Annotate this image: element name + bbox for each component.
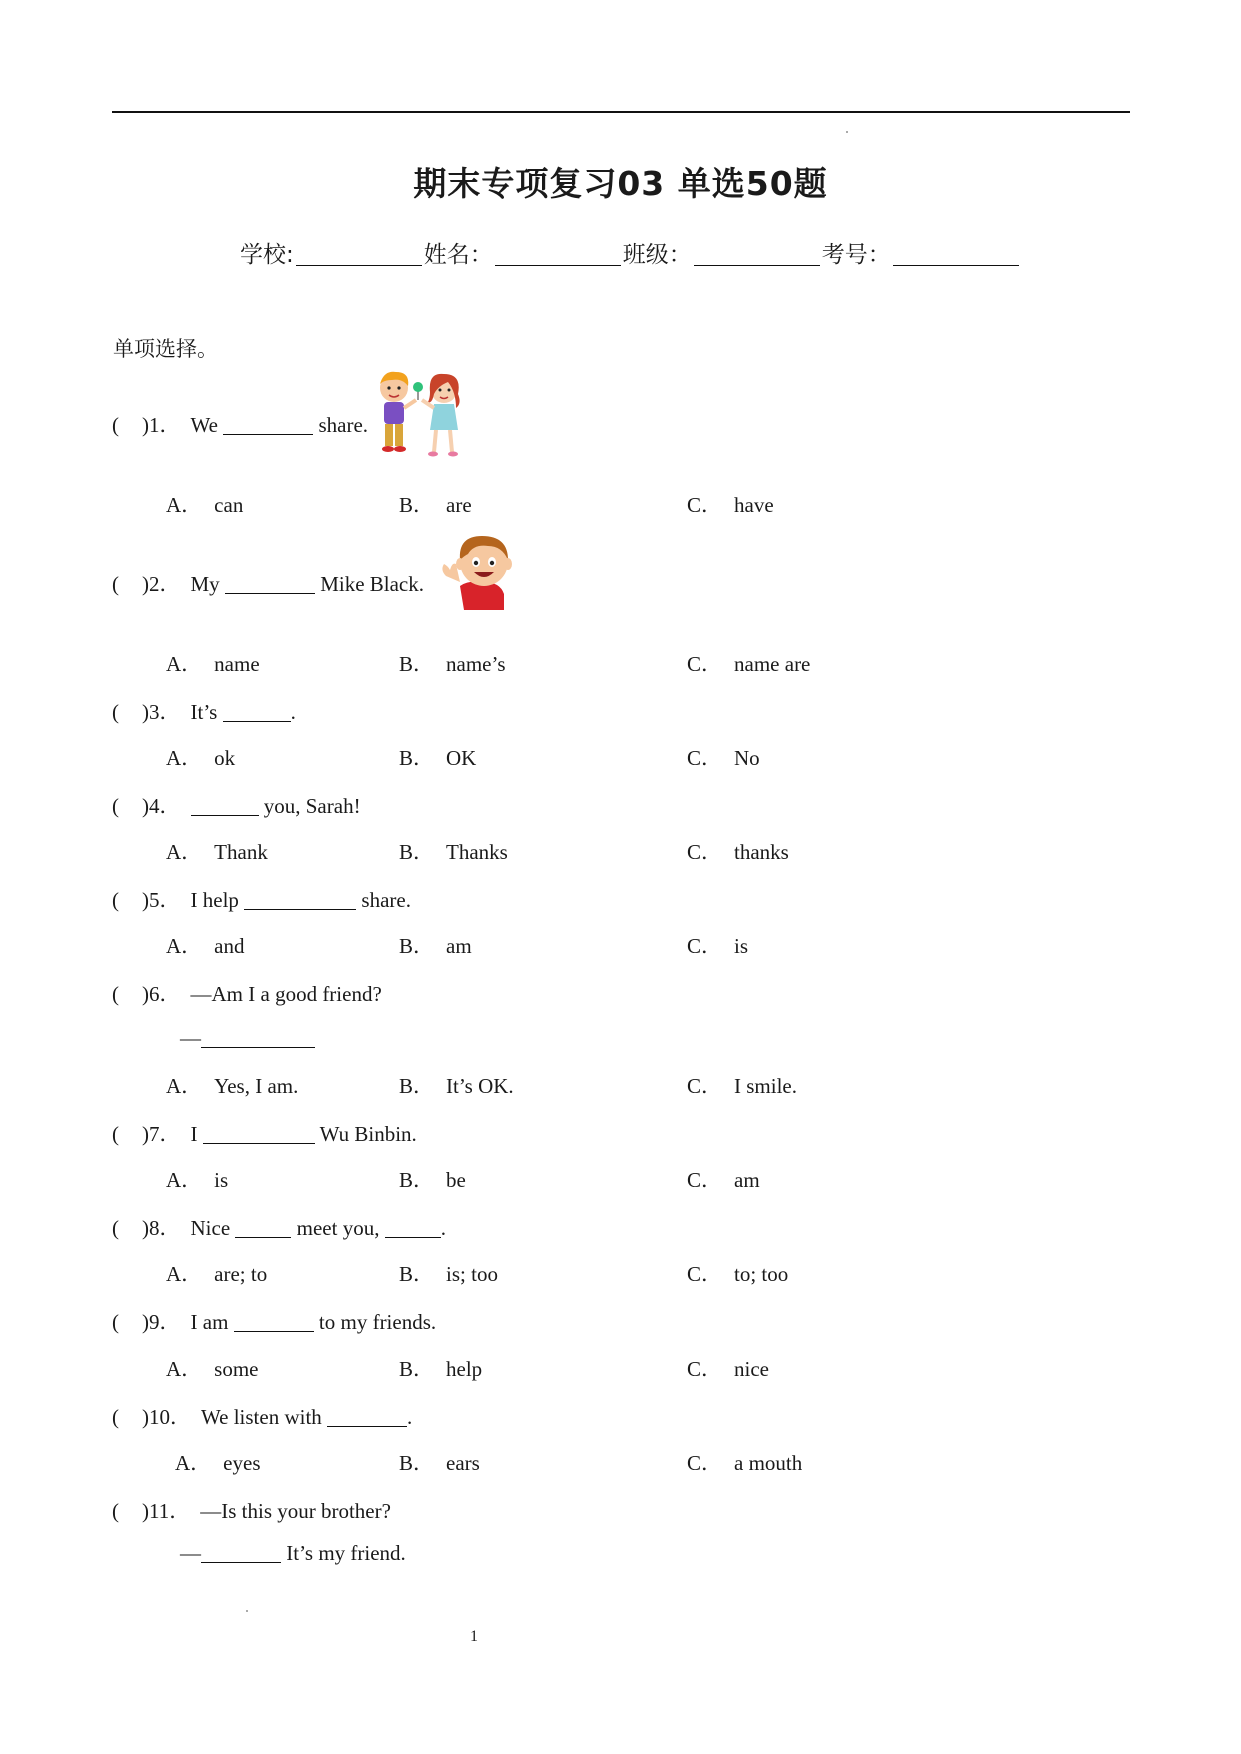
- answer-blank: [385, 1219, 441, 1238]
- option-a[interactable]: A． Thank: [166, 840, 268, 864]
- response-line: — It’s my friend.: [180, 1541, 406, 1565]
- question-1: ( )1． We share.: [112, 413, 369, 437]
- response-line: —: [180, 1026, 315, 1051]
- option-b[interactable]: B． OK: [399, 746, 477, 770]
- question-10: ( )10． We listen with .: [112, 1405, 413, 1429]
- question-2: ( )2． My Mike Black.: [112, 572, 424, 596]
- name-field[interactable]: [495, 245, 621, 266]
- question-11: ( )11． —Is this your brother?: [112, 1499, 391, 1523]
- answer-blank: [244, 891, 356, 910]
- question-4: ( )4． you, Sarah!: [112, 794, 361, 818]
- question-7: ( )7． I Wu Binbin.: [112, 1122, 417, 1146]
- option-a[interactable]: A． ok: [166, 746, 236, 770]
- dot-mark: [246, 1610, 248, 1612]
- option-c[interactable]: C． have: [687, 493, 774, 517]
- number-field[interactable]: [893, 245, 1019, 266]
- option-a[interactable]: A． some: [166, 1357, 259, 1381]
- option-c[interactable]: C． I smile.: [687, 1074, 798, 1098]
- answer-paren[interactable]: (: [112, 1405, 119, 1429]
- option-b[interactable]: B． ears: [399, 1451, 480, 1475]
- question-5: ( )5． I help share.: [112, 888, 411, 912]
- question-3: ( )3． It’s .: [112, 700, 296, 724]
- page-title: 期末专项复习03 单选50题: [413, 164, 828, 203]
- instruction: 单项选择。: [113, 337, 218, 361]
- kids-sharing-illustration: [372, 370, 474, 462]
- top-rule: [112, 111, 1130, 113]
- option-a[interactable]: A． name: [166, 652, 260, 676]
- option-c[interactable]: C． to; too: [687, 1262, 789, 1286]
- option-b[interactable]: B． help: [399, 1357, 483, 1381]
- question-9: ( )9． I am to my friends.: [112, 1310, 437, 1334]
- option-b[interactable]: B． is; too: [399, 1262, 498, 1286]
- student-info-row: [240, 236, 1021, 269]
- answer-paren[interactable]: (: [112, 888, 119, 912]
- option-c[interactable]: C． is: [687, 934, 749, 958]
- number-label: 考号：: [821, 242, 891, 268]
- option-a[interactable]: A． are; to: [166, 1262, 268, 1286]
- answer-paren[interactable]: (: [112, 413, 119, 437]
- answer-paren[interactable]: (: [112, 572, 119, 596]
- answer-blank: [234, 1313, 314, 1332]
- answer-paren[interactable]: (: [112, 794, 119, 818]
- question-6: ( )6． —Am I a good friend?: [112, 982, 382, 1006]
- option-a[interactable]: A． Yes, I am.: [166, 1074, 299, 1098]
- answer-blank: [235, 1219, 291, 1238]
- answer-paren[interactable]: (: [112, 1499, 119, 1523]
- option-c[interactable]: C． nice: [687, 1357, 769, 1381]
- dot-mark: [846, 131, 848, 133]
- answer-paren[interactable]: (: [112, 700, 119, 724]
- option-c[interactable]: C． am: [687, 1168, 760, 1192]
- answer-blank: [201, 1029, 315, 1048]
- option-b[interactable]: B． name’s: [399, 652, 506, 676]
- option-c[interactable]: C． name are: [687, 652, 811, 676]
- school-label: 学校:: [240, 242, 294, 268]
- option-a[interactable]: A． can: [166, 493, 244, 517]
- answer-blank: [223, 703, 291, 722]
- answer-blank: [223, 416, 313, 435]
- school-field[interactable]: [296, 245, 422, 266]
- option-c[interactable]: C． thanks: [687, 840, 789, 864]
- answer-blank: [327, 1408, 407, 1427]
- option-b[interactable]: B． am: [399, 934, 472, 958]
- name-label: 姓名：: [423, 242, 493, 268]
- boy-waving-illustration: [438, 530, 516, 610]
- option-a[interactable]: A． is: [166, 1168, 229, 1192]
- answer-blank: [203, 1125, 315, 1144]
- class-label: 班级：: [622, 242, 692, 268]
- answer-blank: [225, 575, 315, 594]
- option-c[interactable]: C． a mouth: [687, 1451, 803, 1475]
- option-b[interactable]: B． are: [399, 493, 472, 517]
- option-a[interactable]: A． and: [166, 934, 245, 958]
- option-b[interactable]: B． Thanks: [399, 840, 508, 864]
- class-field[interactable]: [694, 245, 820, 266]
- page-number: 1: [470, 1628, 478, 1645]
- option-a[interactable]: A． eyes: [175, 1451, 261, 1475]
- answer-paren[interactable]: (: [112, 1216, 119, 1240]
- option-b[interactable]: B． It’s OK.: [399, 1074, 514, 1098]
- answer-paren[interactable]: (: [112, 982, 119, 1006]
- answer-blank: [201, 1544, 281, 1563]
- option-b[interactable]: B． be: [399, 1168, 466, 1192]
- answer-paren[interactable]: (: [112, 1310, 119, 1334]
- answer-blank: [191, 797, 259, 816]
- question-8: ( )8． Nice meet you, .: [112, 1216, 446, 1240]
- answer-paren[interactable]: (: [112, 1122, 119, 1146]
- option-c[interactable]: C． No: [687, 746, 760, 770]
